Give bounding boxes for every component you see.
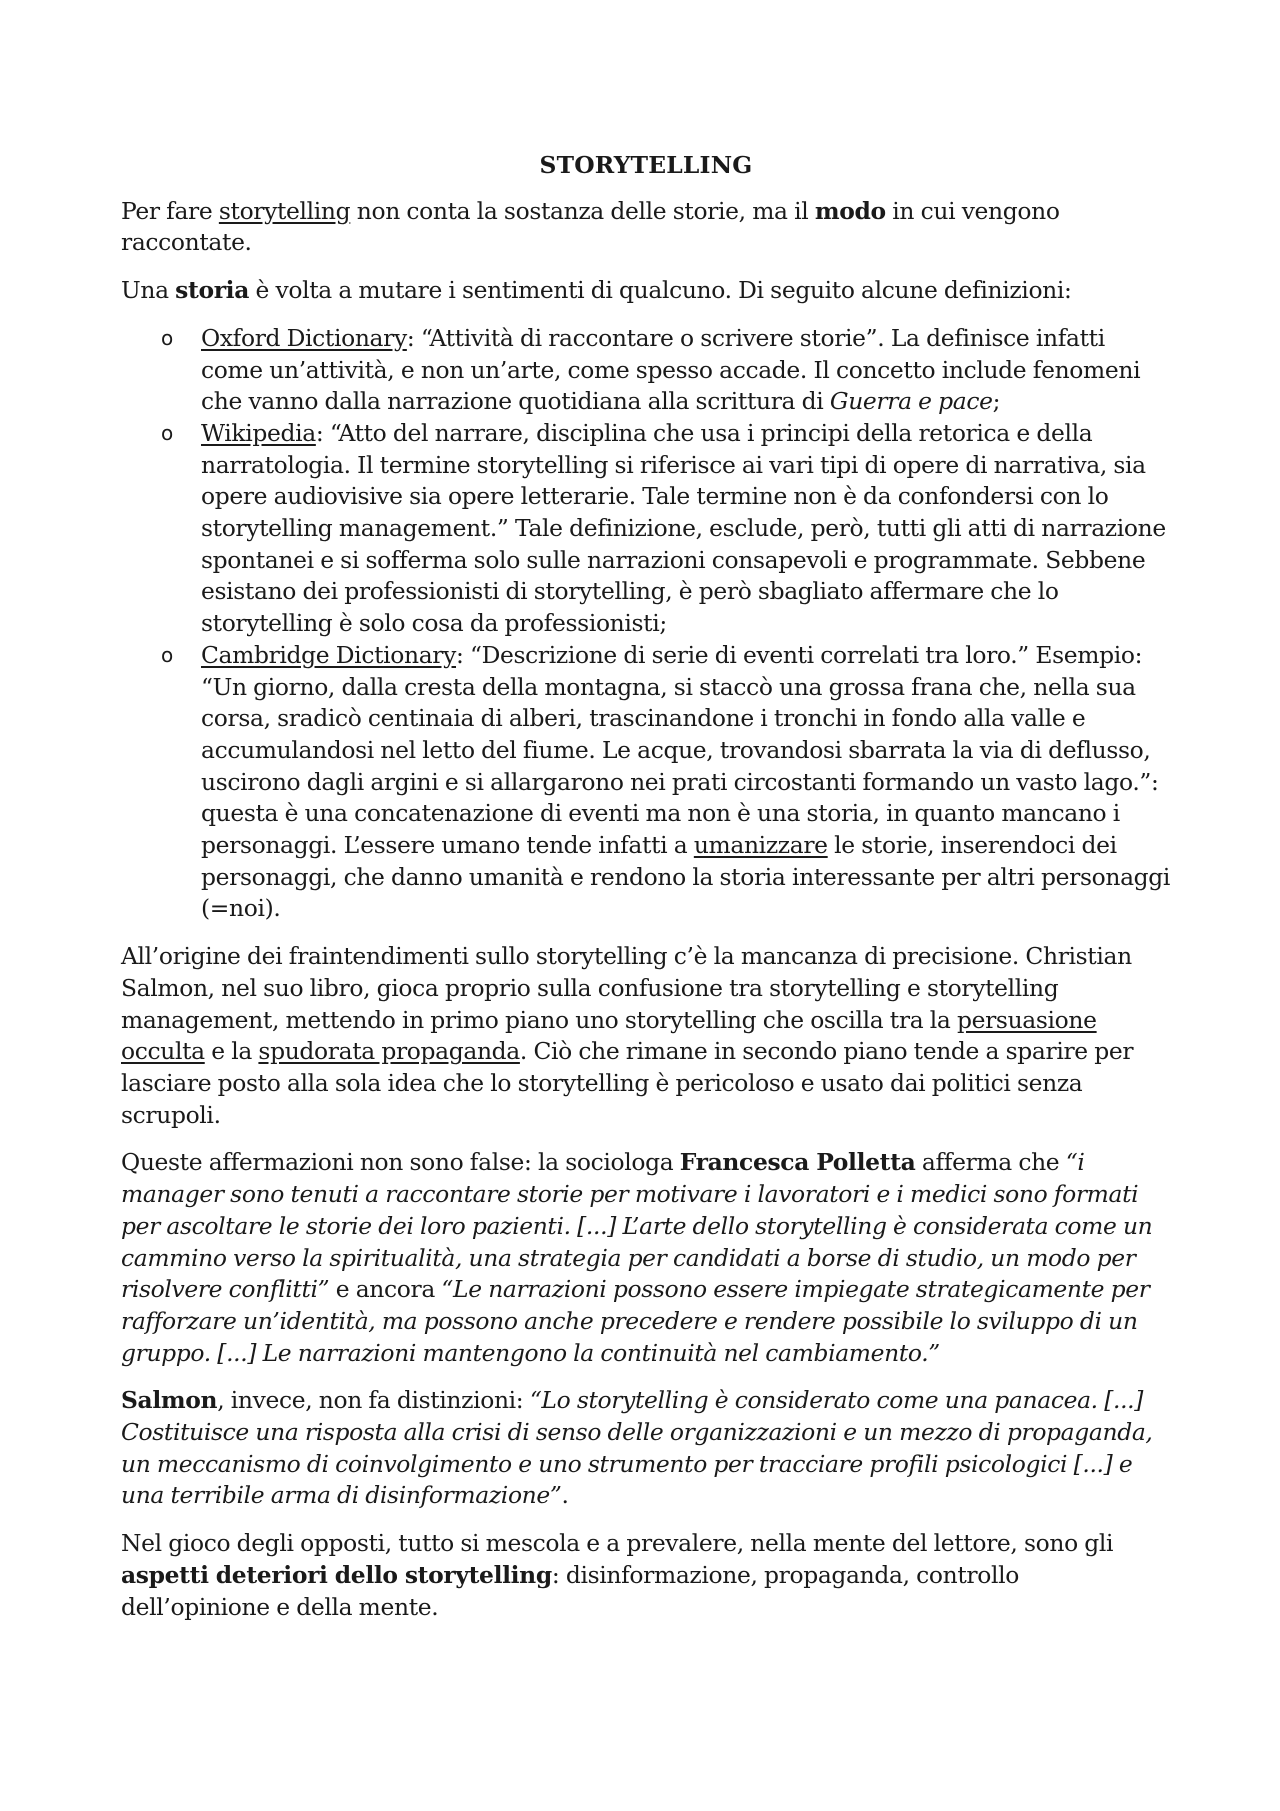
text: è volta a mutare i sentimenti di qualcuno. Di seguito alcune definizioni: bbox=[249, 276, 1072, 305]
text: Queste affermazioni non sono false: la sociologa bbox=[121, 1148, 680, 1177]
text: Una bbox=[121, 276, 176, 305]
text: Nel gioco degli opposti, tutto si mescola e a prevalere, nella mente del lettore, sono gli bbox=[121, 1529, 1114, 1558]
underlined-term: persuasione occulta bbox=[121, 1005, 1097, 1066]
bold-term: modo bbox=[814, 196, 886, 225]
document-page bbox=[121, 150, 1171, 1639]
text: e ancora bbox=[329, 1275, 442, 1304]
italic-quote: “i manager sono tenuti a raccontare storie per motivare i lavoratori e i medici sono formati per ascoltare le storie dei loro pazienti. [...] L’arte dello storytelling è considerata come un cammino verso la spiritualità, una strategia per candidati a borse di studio, un modo per risolvere conflitti” bbox=[121, 1148, 1153, 1304]
bold-term: aspetti deteriori dello storytelling bbox=[121, 1560, 552, 1589]
text: : “Attività di raccontare o scrivere storie”. La definisce infatti come un’attività, e non un’arte, come spesso accade. Il concetto include fenomeni che vanno dalla narrazione quotidiana alla scrittura di bbox=[201, 323, 1141, 416]
text: : disinformazione, propaganda, controllo dell’opinione e della mente. bbox=[121, 1560, 1019, 1621]
underlined-term: storytelling bbox=[218, 196, 351, 225]
text: . Ciò che rimane in secondo piano tende a sparire per lasciare posto alla sola idea che lo storytelling è pericoloso e usato dai politici senza scrupoli. bbox=[121, 1037, 1134, 1129]
list-item-cambridge bbox=[121, 640, 1171, 925]
bullet-circle-icon: o bbox=[161, 420, 173, 445]
text: non conta la sostanza delle storie, ma il bbox=[350, 196, 815, 225]
text: in cui vengono raccontate. bbox=[121, 196, 1060, 257]
text: , invece, non fa distinzioni: bbox=[217, 1386, 530, 1415]
paragraph-conclusion bbox=[121, 1528, 1171, 1623]
italic-title: Guerra e pace bbox=[829, 387, 993, 416]
list-item-wikipedia bbox=[121, 418, 1171, 640]
paragraph-salmon bbox=[121, 1385, 1171, 1512]
text: le storie, inserendoci dei personaggi, che danno umanità e rendono la storia interessante per altri personaggi (=noi). bbox=[201, 831, 1171, 923]
bold-name: Salmon bbox=[121, 1386, 218, 1415]
paragraph-polletta bbox=[121, 1147, 1171, 1369]
bullet-circle-icon: o bbox=[161, 642, 173, 667]
text: Per fare bbox=[121, 196, 219, 225]
bullet-circle-icon: o bbox=[161, 325, 173, 350]
list-item-oxford bbox=[121, 323, 1171, 418]
page-title: STORYTELLING bbox=[539, 151, 753, 179]
underlined-term: umanizzare bbox=[693, 831, 828, 860]
bold-term: storia bbox=[175, 276, 250, 305]
text: All’origine dei fraintendimenti sullo storytelling c’è la mancanza di precisione. Christian Salmon, nel suo libro, gioca proprio sulla confusione tra storytelling e storytelling management, mettendo in primo piano uno storytelling che oscilla tra la bbox=[121, 942, 1132, 1034]
italic-quote: “Le narrazioni possono essere impiegate strategicamente per rafforzare un’identità, ma possono anche precedere e rendere possibile lo sviluppo di un gruppo. [...] Le narrazioni mantengono la continuità nel cambiamento.” bbox=[121, 1275, 1150, 1367]
text: . bbox=[561, 1481, 569, 1510]
paragraph-misunderstandings bbox=[121, 941, 1171, 1131]
text: afferma che bbox=[915, 1148, 1066, 1177]
source-name: Cambridge Dictionary bbox=[201, 640, 456, 669]
text: ; bbox=[992, 387, 1001, 416]
source-name: Wikipedia bbox=[201, 418, 316, 447]
source-name: Oxford Dictionary bbox=[201, 323, 407, 352]
underlined-term: spudorata propaganda bbox=[258, 1037, 520, 1066]
text: : “Atto del narrare, disciplina che usa i principi della retorica e della narratologia. Il termine storytelling si riferisce ai vari tipi di opere di narrativa, sia opere audiovisive sia opere letterarie. Tale termine non è da confondersi con lo storytelling management.” Tale definizione, esclude, però, tutti gli atti di narrazione spontanei e si sofferma solo sulle narrazioni consapevoli e programmate. Sebbene esistano dei professionisti di storytelling, è però sbagliato affermare che lo storytelling è solo cosa da professionisti; bbox=[201, 418, 1166, 638]
definitions-list bbox=[121, 323, 1171, 925]
paragraph-intro bbox=[121, 196, 1171, 259]
paragraph-story-definition bbox=[121, 275, 1171, 307]
text: e la bbox=[204, 1037, 259, 1066]
italic-quote: “Lo storytelling è considerato come una panacea. [...] Costituisce una risposta alla crisi di senso delle organizzazioni e un mezzo di propaganda, un meccanismo di coinvolgimento e uno strumento per tracciare profili psicologici [...] e una terribile arma di disinformazione” bbox=[121, 1386, 1153, 1510]
bold-name: Francesca Polletta bbox=[679, 1148, 916, 1177]
text: : “Descrizione di serie di eventi correlati tra loro.” Esempio: “Un giorno, dalla cresta della montagna, si staccò una grossa frana che, nella sua corsa, sradicò centinaia di alberi, trascinandone i tronchi in fondo alla valle e accumulandosi nel letto del fiume. Le acque, trovandosi sbarrata la via di deflusso, uscirono dagli argini e si allargarono nei prati circostanti formando un vasto lago.”: questa è una concatenazione di eventi ma non è una storia, in quanto mancano i personaggi. L’essere umano tende infatti a bbox=[201, 640, 1159, 860]
